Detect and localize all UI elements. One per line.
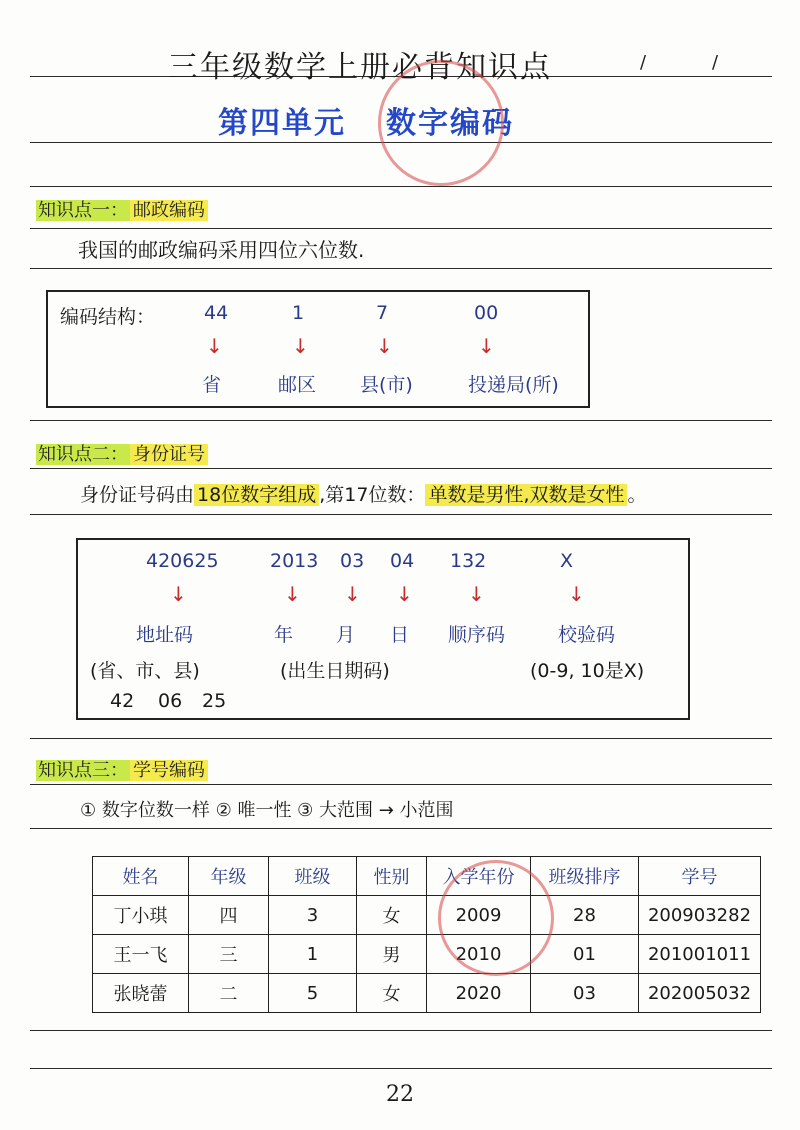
tick-mark: / xyxy=(640,52,647,73)
down-arrow-icon: ↓ xyxy=(376,334,393,358)
table-cell: 28 xyxy=(531,896,639,935)
red-seal-stamp xyxy=(378,60,504,186)
address-split: 06 xyxy=(158,690,183,712)
id-note-birth: (出生日期码) xyxy=(280,660,390,682)
id-text-highlight: 18位数字组成 xyxy=(194,484,319,506)
table-cell: 200903282 xyxy=(639,896,761,935)
id-text-part: 身份证号码由 xyxy=(80,484,195,506)
id-meaning: 日 xyxy=(390,624,410,646)
table-cell: 01 xyxy=(531,935,639,974)
down-arrow-icon: ↓ xyxy=(568,582,585,606)
id-code-part: X xyxy=(560,550,574,572)
id-code-part: 132 xyxy=(450,550,487,572)
table-cell: 2020 xyxy=(427,974,531,1013)
section-1-heading xyxy=(36,196,208,222)
table-cell: 男 xyxy=(357,935,427,974)
down-arrow-icon: ↓ xyxy=(478,334,495,358)
postal-meaning: 县(市) xyxy=(360,374,413,396)
section-3-text: ① 数字位数一样 ② 唯一性 ③ 大范围 → 小范围 xyxy=(80,800,454,821)
id-note-address: (省、市、县) xyxy=(90,660,200,682)
section-1-topic: 邮政编码 xyxy=(130,200,208,221)
column-header: 学号 xyxy=(639,857,761,896)
table-cell: 201001011 xyxy=(639,935,761,974)
postal-code-box xyxy=(46,290,590,408)
table-cell: 3 xyxy=(269,896,357,935)
postal-code-part: 00 xyxy=(474,302,499,324)
id-code-part: 04 xyxy=(390,550,415,572)
column-header: 班级 xyxy=(269,857,357,896)
unit-number: 第四单元 xyxy=(218,106,346,141)
down-arrow-icon: ↓ xyxy=(468,582,485,606)
postal-code-part: 1 xyxy=(292,302,305,324)
id-meaning: 地址码 xyxy=(136,624,194,646)
table-cell: 三 xyxy=(189,935,269,974)
section-1-label: 知识点一： xyxy=(38,200,128,221)
id-text-part: 第17位数： xyxy=(325,484,426,506)
id-meaning: 校验码 xyxy=(558,624,616,646)
id-note-check: (0-9, 10是X) xyxy=(530,660,645,682)
tick-mark: / xyxy=(712,52,719,73)
column-header: 入学年份 xyxy=(427,857,531,896)
table-cell: 四 xyxy=(189,896,269,935)
section-3-heading xyxy=(36,756,208,782)
section-2-text: 身份证号码由 18位数字组成 ,第17位数： 单数是男性,双数是女性 。 xyxy=(80,484,647,506)
unit-topic: 数字编码 xyxy=(386,106,514,141)
table-cell: 03 xyxy=(531,974,639,1013)
table-cell: 2009 xyxy=(427,896,531,935)
id-code-part: 03 xyxy=(340,550,365,572)
student-id-table xyxy=(92,856,761,1013)
table-cell: 1 xyxy=(269,935,357,974)
section-3-topic: 学号编码 xyxy=(130,760,208,781)
id-text-highlight: 单数是男性,双数是女性 xyxy=(425,484,627,506)
down-arrow-icon: ↓ xyxy=(284,582,301,606)
down-arrow-icon: ↓ xyxy=(206,334,223,358)
red-seal-stamp xyxy=(438,860,554,976)
id-code-part: 420625 xyxy=(146,550,219,572)
address-split: 42 xyxy=(110,690,135,712)
id-meaning: 顺序码 xyxy=(448,624,506,646)
table-cell: 女 xyxy=(357,974,427,1013)
page-title: 三年级数学上册必背知识点 xyxy=(168,50,552,85)
table-row xyxy=(93,896,761,935)
id-number-box xyxy=(76,538,690,720)
postal-structure-label: 编码结构： xyxy=(60,306,156,328)
table-row xyxy=(93,935,761,974)
table-header-row xyxy=(93,857,761,896)
section-3-label: 知识点三： xyxy=(38,760,128,781)
table-cell: 王一飞 xyxy=(93,935,189,974)
table-cell: 202005032 xyxy=(639,974,761,1013)
address-split: 25 xyxy=(202,690,227,712)
page-number: 22 xyxy=(386,1082,414,1107)
table-cell: 女 xyxy=(357,896,427,935)
down-arrow-icon: ↓ xyxy=(344,582,361,606)
column-header: 班级排序 xyxy=(531,857,639,896)
down-arrow-icon: ↓ xyxy=(396,582,413,606)
section-2-label: 知识点二： xyxy=(38,444,128,465)
column-header: 性别 xyxy=(357,857,427,896)
down-arrow-icon: ↓ xyxy=(170,582,187,606)
section-2-heading xyxy=(36,440,208,466)
table-cell: 2010 xyxy=(427,935,531,974)
column-header: 年级 xyxy=(189,857,269,896)
column-header: 姓名 xyxy=(93,857,189,896)
table-cell: 张晓蕾 xyxy=(93,974,189,1013)
section-2-topic: 身份证号 xyxy=(130,444,208,465)
postal-meaning: 邮区 xyxy=(278,374,317,396)
postal-code-part: 44 xyxy=(204,302,229,324)
id-code-part: 2013 xyxy=(270,550,319,572)
section-1-text: 我国的邮政编码采用四位六位数. xyxy=(78,238,365,262)
table-cell: 5 xyxy=(269,974,357,1013)
id-meaning: 月 xyxy=(336,624,356,646)
postal-meaning: 省 xyxy=(202,374,222,396)
table-cell: 丁小琪 xyxy=(93,896,189,935)
id-text-end: 。 xyxy=(627,484,647,506)
id-meaning: 年 xyxy=(274,624,294,646)
postal-meaning: 投递局(所) xyxy=(468,374,559,396)
postal-code-part: 7 xyxy=(376,302,389,324)
table-row xyxy=(93,974,761,1013)
table-cell: 二 xyxy=(189,974,269,1013)
down-arrow-icon: ↓ xyxy=(292,334,309,358)
